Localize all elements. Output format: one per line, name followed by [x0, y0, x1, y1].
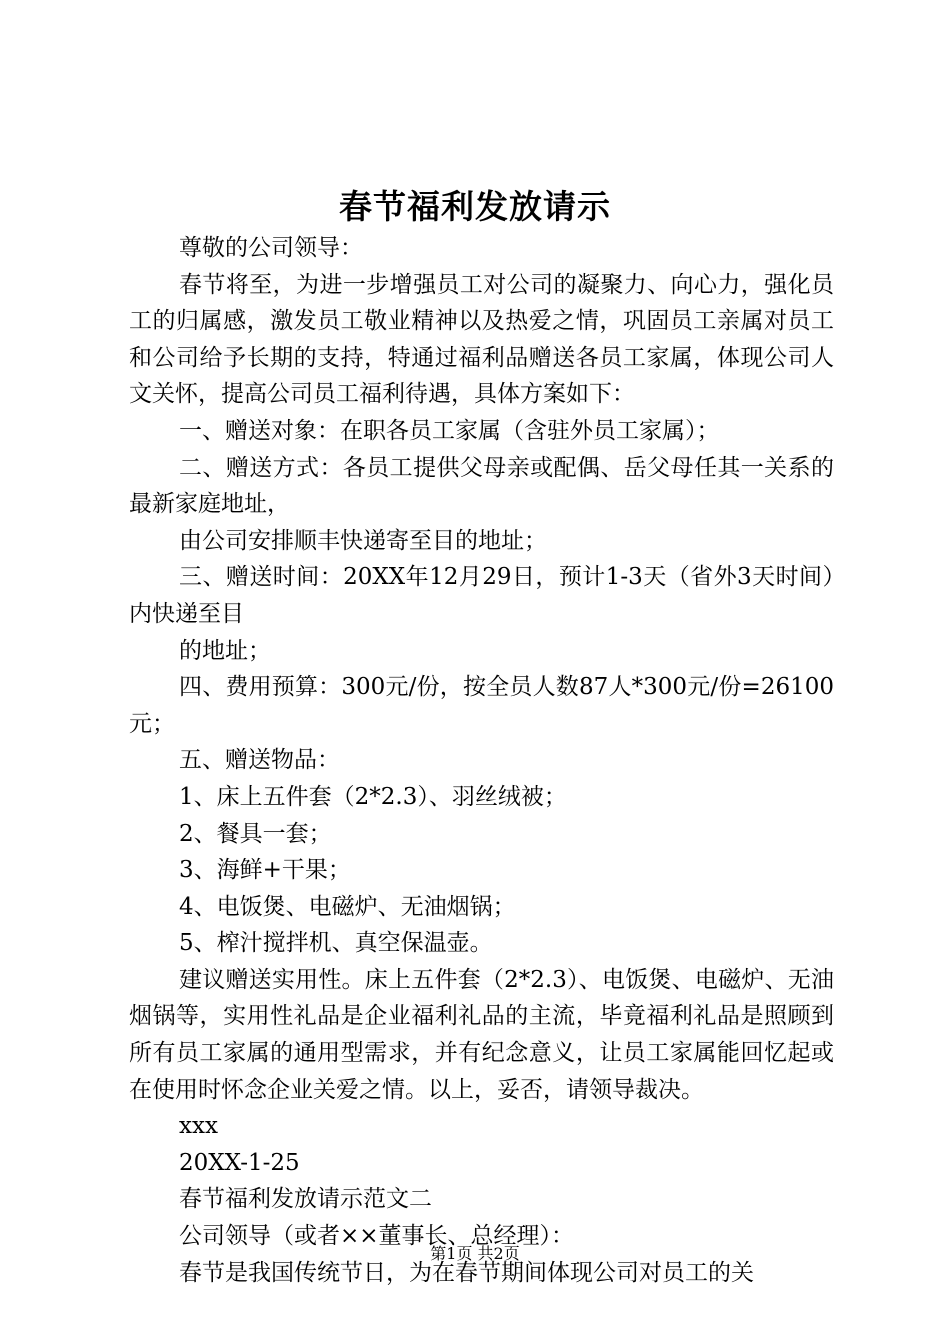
gift-item: 5、榨汁搅拌机、真空保温壶。 — [179, 930, 493, 957]
item-method: 二、赠送方式：各员工提供父母亲或配偶、岳父母任其一关系的最新家庭地址， — [129, 454, 834, 518]
sample-two-salutation: 公司领导（或者××董事长、总经理）： — [179, 1223, 575, 1250]
gift-item: 4、电饭煲、电磁炉、无油烟锅； — [179, 893, 516, 920]
item-recipients: 一、赠送对象：在职各员工家属（含驻外员工家属）； — [179, 417, 720, 444]
gift-item: 3、海鲜+干果； — [179, 857, 351, 884]
document-title: 春节福利发放请示 — [339, 187, 611, 226]
intro-paragraph: 春节将至，为进一步增强员工对公司的凝聚力、向心力，强化员工的归属感，激发员工敬业精神以及热爱之情，巩固员工亲属对员工和公司给予长期的支持，特通过福利品赠送各员工家属，体现公司人文关怀，提高公司员工福利待遇，具体方案如下： — [129, 271, 834, 408]
page-footer: 第1页 共2页 — [430, 1244, 520, 1263]
gift-item: 2、餐具一套； — [179, 820, 332, 847]
date: 20XX-1-25 — [179, 1149, 300, 1176]
item-budget: 四、费用预算：300元/份，按全员人数87人*300元/份=26100元； — [129, 674, 834, 737]
recommendation-paragraph: 建议赠送实用性。床上五件套（2*2.3）、电饭煲、电磁炉、无油烟锅等，实用性礼品是企业福利礼品的主流，毕竟福利礼品是照顾到所有员工家属的通用型需求，并有纪念意义，让员工家属能回忆起或在使用时怀念企业关爱之情。以上，妥否，请领导裁决。 — [129, 966, 834, 1103]
document-body — [129, 230, 834, 1291]
gift-item: 1、床上五件套（2*2.3）、羽丝绒被； — [179, 783, 567, 810]
sample-two-body: 春节是我国传统节日，为在春节期间体现公司对员工的关 — [179, 1259, 754, 1286]
salutation: 尊敬的公司领导： — [179, 235, 363, 261]
item-gifts-heading: 五、赠送物品： — [179, 747, 340, 774]
signature: xxx — [179, 1113, 218, 1140]
sample-two-heading: 春节福利发放请示范文二 — [179, 1186, 432, 1213]
item-time: 三、赠送时间：20XX年12月29日，预计1-3天（省外3天时间）内快递至目 — [129, 564, 834, 627]
item-time-continued: 的地址； — [179, 637, 271, 664]
item-method-continued: 由公司安排顺丰快递寄至目的地址； — [179, 527, 547, 554]
